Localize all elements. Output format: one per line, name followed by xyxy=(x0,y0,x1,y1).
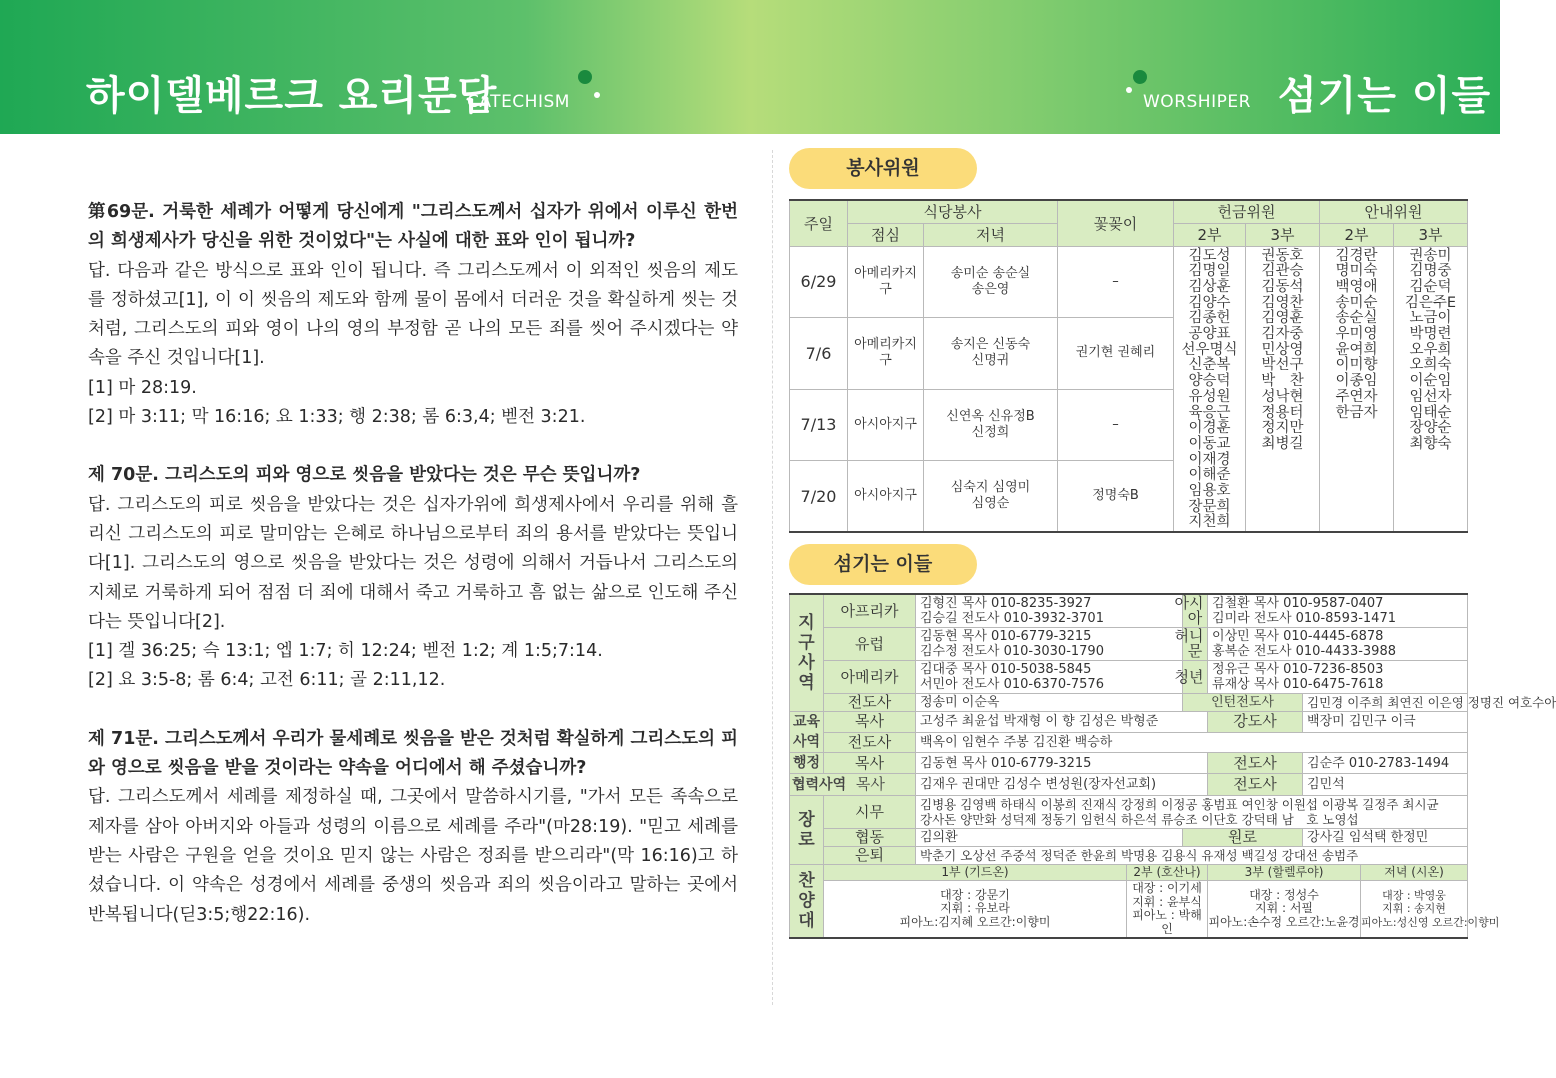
dinner-team: 송미순 송순실 송은영 xyxy=(924,246,1058,318)
admin-pastor: 김동현 목사 010-6779-3215 xyxy=(916,753,1208,774)
header-lunch: 점심 xyxy=(848,223,924,246)
lunch-team: 아메리카지구 xyxy=(848,318,924,390)
choir-line: 피아노 : 박해인 xyxy=(1132,908,1202,936)
column-divider xyxy=(772,150,773,1005)
choir-line: 지휘 : 윤부식 xyxy=(1132,894,1202,909)
choir-team-2: 2부 (호산나) xyxy=(1127,865,1208,881)
elders-group-label: 장 로 xyxy=(790,796,824,865)
flower-team: 정명숙B xyxy=(1058,461,1174,533)
catechism-question-block xyxy=(88,198,738,432)
africa-label: 아프리카 xyxy=(824,594,916,628)
dinner-team: 신연옥 신유정B 신정희 xyxy=(924,389,1058,461)
lunch-team: 아메리카지구 xyxy=(848,246,924,318)
admin-evangelist-label: 전도사 xyxy=(1208,753,1303,774)
contact-line: 김동현 목사 010-6779-3215 xyxy=(920,629,1092,644)
service-date: 6/29 xyxy=(790,246,848,318)
america-contacts xyxy=(916,661,1183,694)
retired-elders-label: 은퇴 xyxy=(824,847,916,865)
question-70: 제 70문. 그리스도의 피와 영으로 씻음을 받았다는 것은 무슨 뜻입니까? xyxy=(88,465,641,486)
lecturer-label: 강도사 xyxy=(1208,712,1303,733)
district-group-label: 지 구 사 역 xyxy=(790,594,824,712)
usher-2-list: 김경란 명미숙 백영애 송미순 송순실 우미영 윤여희 이미향 이종임 주연자 한금자 xyxy=(1320,246,1394,532)
choir-line: 대장 : 이기세 xyxy=(1132,881,1202,895)
workers-table xyxy=(789,593,1556,939)
offering-2-list: 김도성 김명일 김상훈 김양수 김종헌 공양표 선우명식 신춘복 양승덕 유성원 육응근 이경훈 이동교 이재경 이해준 임용호 장문희 지천희 xyxy=(1174,246,1246,532)
choir-line: 대장 : 박영웅 xyxy=(1382,888,1446,902)
coop-pastor-label: 목사 xyxy=(855,775,885,793)
header-banner xyxy=(0,0,1500,134)
admin-pastor-label: 목사 xyxy=(824,753,916,774)
choir-line: 지휘 : 송지현 xyxy=(1382,902,1446,916)
contact-line: 홍복순 전도사 010-4433-3988 xyxy=(1212,644,1396,659)
question-71: 제 71문. 그리스도께서 우리가 물세례로 씻음을 받은 것처럼 확실하게 그리스도의 피와 영으로 씻음을 받을 것이라는 약속을 어디에서 해 주셨습니까? xyxy=(88,728,738,779)
catechism-question-block xyxy=(88,725,738,930)
choir-line: 지휘 : 유보라 xyxy=(940,901,1010,916)
flower-team: – xyxy=(1058,246,1174,318)
choir-team-4-staff xyxy=(1361,881,1500,939)
district-evangelist-label: 전도사 xyxy=(824,694,916,712)
lunch-team: 아시아지구 xyxy=(848,389,924,461)
district-evangelists: 정송미 이순옥 xyxy=(916,694,1183,712)
choir-line: 피아노:성신영 오르간:이향미 xyxy=(1361,915,1500,929)
coop-group-text: 협력사역 xyxy=(792,777,847,793)
emeritus-elders: 강사길 임석택 한정민 xyxy=(1303,829,1468,847)
choir-line: 피아노:손수정 오르간:노윤경 xyxy=(1208,914,1360,929)
service-date: 7/6 xyxy=(790,318,848,390)
reference-line: [2] 마 3:11; 막 16:16; 요 1:33; 행 2:38; 롬 6:3,4; 벧전 3:21. xyxy=(88,407,586,428)
contact-line: 김승길 전도사 010-3932-3701 xyxy=(920,611,1104,626)
flower-team: – xyxy=(1058,389,1174,461)
choir-line: 피아노:김지혜 오르간:이향미 xyxy=(899,914,1051,929)
admin-evangelist: 김순주 010-2783-1494 xyxy=(1303,753,1468,774)
lunch-team: 아시아지구 xyxy=(848,461,924,533)
africa-contacts xyxy=(916,594,1183,628)
workers-section-title: 섬기는 이들 xyxy=(789,544,977,585)
interns: 김민경 이주희 최연진 이은영 정명진 여호수아 xyxy=(1303,694,1468,712)
honeymoon-label-text: 허니문 xyxy=(1174,627,1204,660)
europe-contacts xyxy=(916,628,1183,661)
catechism-body xyxy=(88,198,738,959)
honeymoon-contacts xyxy=(1208,628,1468,661)
question-69: 第69문. 거룩한 세례가 어떻게 당신에게 "그리스도께서 십자가 위에서 이루신 한번의 희생제사가 당신을 위한 것이었다"는 사실에 대한 표와 인이 됩니까? xyxy=(88,202,738,252)
offering-3-list: 권동호 김관승 김동석 김영찬 김영훈 김자중 민상영 박선구 박 찬 성낙현 정용터 정지만 최병길 xyxy=(1246,246,1320,532)
header-usher: 안내위원 xyxy=(1320,200,1468,223)
contact-line: 김대중 목사 010-5038-5845 xyxy=(920,662,1092,677)
service-date: 7/13 xyxy=(790,389,848,461)
active-elders-label: 시무 xyxy=(824,796,916,829)
asia-label xyxy=(1174,594,1208,628)
service-table xyxy=(789,199,1468,533)
dinner-team: 송지은 신동숙 신명귀 xyxy=(924,318,1058,390)
header-dinner: 저녁 xyxy=(924,223,1058,246)
america-label: 아메리카 xyxy=(824,661,916,694)
choir-team-1: 1부 (기드온) xyxy=(824,865,1127,881)
reference-line: [1] 겔 36:25; 슥 13:1; 엡 1:7; 히 12:24; 벧전 1:2; 계 1:5;7:14. xyxy=(88,641,603,662)
asia-label-text: 아시아 xyxy=(1174,594,1204,627)
table-row xyxy=(790,246,1468,318)
decor-dot-icon xyxy=(594,92,600,98)
contact-line: 김미라 전도사 010-8593-1471 xyxy=(1212,611,1396,626)
catechism-question-block xyxy=(88,461,738,695)
contact-line: 이상민 목사 010-4445-6878 xyxy=(1212,629,1384,644)
asia-contacts xyxy=(1208,594,1468,628)
contact-line: 서민아 전도사 010-6370-7576 xyxy=(920,677,1104,692)
choir-team-1-staff xyxy=(824,881,1127,939)
contact-line: 김철환 목사 010-9587-0407 xyxy=(1212,596,1384,611)
choir-team-2-staff xyxy=(1127,881,1208,939)
header-offering-3: 3부 xyxy=(1246,223,1320,246)
flower-team: 권기현 권혜리 xyxy=(1058,318,1174,390)
catechism-title: 하이델베르크 요리문답 xyxy=(86,73,498,119)
contact-line: 김형진 목사 010-8235-3927 xyxy=(920,596,1092,611)
contact-line: 정유근 목사 010-7236-8503 xyxy=(1212,662,1384,677)
choir-line: 대장 : 강문기 xyxy=(940,887,1010,902)
admin-group-label: 행정 xyxy=(790,753,824,774)
europe-label: 유럽 xyxy=(824,628,916,661)
youth-contacts xyxy=(1208,661,1468,694)
service-date: 7/20 xyxy=(790,461,848,533)
intern-label: 인턴전도사 xyxy=(1183,694,1303,712)
reference-line: [2] 요 3:5-8; 롬 6:4; 고전 6:11; 골 2:11,12. xyxy=(88,670,446,691)
usher-3-list: 권송미 김명중 김순덕 김은주E 노금이 박명련 오우희 오희숙 이순임 임선자 임태순 장양순 최향숙 xyxy=(1394,246,1468,532)
contact-line: 김수정 전도사 010-3030-1790 xyxy=(920,644,1104,659)
answer-71: 답. 그리스도께서 세례를 제정하실 때, 그곳에서 말씀하시기를, "가서 모든 족속으로 제자를 삼아 아버지와 아들과 성령의 이름으로 세례를 주라"(마28:19). "믿고 세례를 받는 사람은 구원을 얻을 것이요 믿지 않는 사람은 정죄를 받으리라"(막 16:16)고 하셨습니다. 이 약속은 성경에서 세례를 중생의 씻음과 죄의 씻음이라고 말하는 곳에서 반복됩니다(딛3:5;행22:16). xyxy=(88,787,738,925)
assoc-elders: 김의환 xyxy=(916,829,1183,847)
header-flower: 꽃꽂이 xyxy=(1058,200,1174,246)
emeritus-elders-label: 원로 xyxy=(1183,829,1303,847)
elders-line: 김병용 김영백 하태식 이봉희 진재식 강정희 이정공 홍범표 여인창 이원섭 이광복 길정주 최시균 xyxy=(920,797,1439,812)
youth-label xyxy=(1174,661,1208,694)
contact-line: 류재상 목사 010-6475-7618 xyxy=(1212,677,1384,692)
assoc-elders-label: 협동 xyxy=(824,829,916,847)
header-meal: 식당봉사 xyxy=(848,200,1058,223)
lecturers: 백장미 김민구 이극 xyxy=(1303,712,1468,733)
worshiper-subtitle: WORSHIPER xyxy=(1143,92,1251,112)
coop-pastors: 김재우 권대만 김성수 변성원(장자선교회) xyxy=(916,774,1208,796)
reference-line: [1] 마 28:19. xyxy=(88,377,197,398)
answer-70: 답. 그리스도의 피로 씻음을 받았다는 것은 십자가위에 희생제사에서 우리를 위해 흘리신 그리스도의 피로 말미암는 은혜로 하나님으로부터 죄의 용서를 받았다는 뜻입니다[1]. 그리스도의 영으로 씻음을 받았다는 것은 성령에 의해서 거듭나서 그리스도의 지체로 거룩하게 되어 점점 더 죄에 대해서 죽고 거룩하고 흠 없는 삶으로 인도해 주신다는 뜻입니다[2]. xyxy=(88,494,738,632)
choir-team-3: 3부 (할렐루야) xyxy=(1208,865,1361,881)
decor-dot-icon xyxy=(578,70,592,84)
answer-69: 답. 다음과 같은 방식으로 표와 인이 됩니다. 즉 그리스도께서 이 외적인 씻음의 제도를 정하셨고[1], 이 이 씻음의 제도와 함께 물이 몸에서 더러운 것을 확실하게 씻는 것처럼, 그리스도의 피와 영이 나의 영의 부정함 곧 나의 모든 죄를 씻어 주시겠다는 약속을 주신 것입니다[1]. xyxy=(88,260,738,369)
honeymoon-label xyxy=(1174,627,1208,661)
education-pastors: 고성주 최윤섭 박재형 이 향 김성은 박형준 xyxy=(916,712,1208,733)
catechism-subtitle: CATECHISM xyxy=(467,92,570,112)
education-group-label: 교육 사역 xyxy=(790,712,824,753)
education-pastor-label: 목사 xyxy=(824,712,916,733)
education-evangelists: 백옥이 임현수 주봉 김진환 백승하 xyxy=(916,732,1468,753)
header-date: 주일 xyxy=(790,200,848,246)
worshiper-title: 섬기는 이들 xyxy=(1278,73,1492,119)
choir-team-4: 저녁 (시온) xyxy=(1361,865,1468,881)
youth-label-text: 청년 xyxy=(1174,667,1204,686)
choir-line: 대장 : 정성수 xyxy=(1249,887,1319,902)
retired-elders: 박춘기 오상선 주중석 정덕준 한윤희 박명용 김용식 유재성 백길성 강대선 송범주 xyxy=(916,847,1468,865)
coop-evangelist-label: 전도사 xyxy=(1208,774,1303,796)
header-usher-3: 3부 xyxy=(1394,223,1468,246)
header-usher-2: 2부 xyxy=(1320,223,1394,246)
choir-line: 지휘 : 서필 xyxy=(1254,901,1314,916)
dinner-team: 심숙지 심영미 심영순 xyxy=(924,461,1058,533)
header-offering-2: 2부 xyxy=(1174,223,1246,246)
decor-dot-icon xyxy=(1133,70,1147,84)
decor-dot-icon xyxy=(1126,87,1132,93)
service-section-title: 봉사위원 xyxy=(789,148,977,189)
header-offering: 헌금위원 xyxy=(1174,200,1320,223)
choir-team-3-staff xyxy=(1208,881,1361,939)
elders-line: 강사돈 양만화 성덕제 정동기 임헌식 하은석 류승조 이단호 강덕태 남 호 노영섭 xyxy=(920,812,1359,827)
coop-evangelist: 김민석 xyxy=(1303,774,1468,796)
active-elders xyxy=(916,796,1468,829)
choir-group-label: 찬 양 대 xyxy=(790,865,824,939)
education-evangelist-label: 전도사 xyxy=(824,732,916,753)
coop-group-label xyxy=(790,774,916,796)
